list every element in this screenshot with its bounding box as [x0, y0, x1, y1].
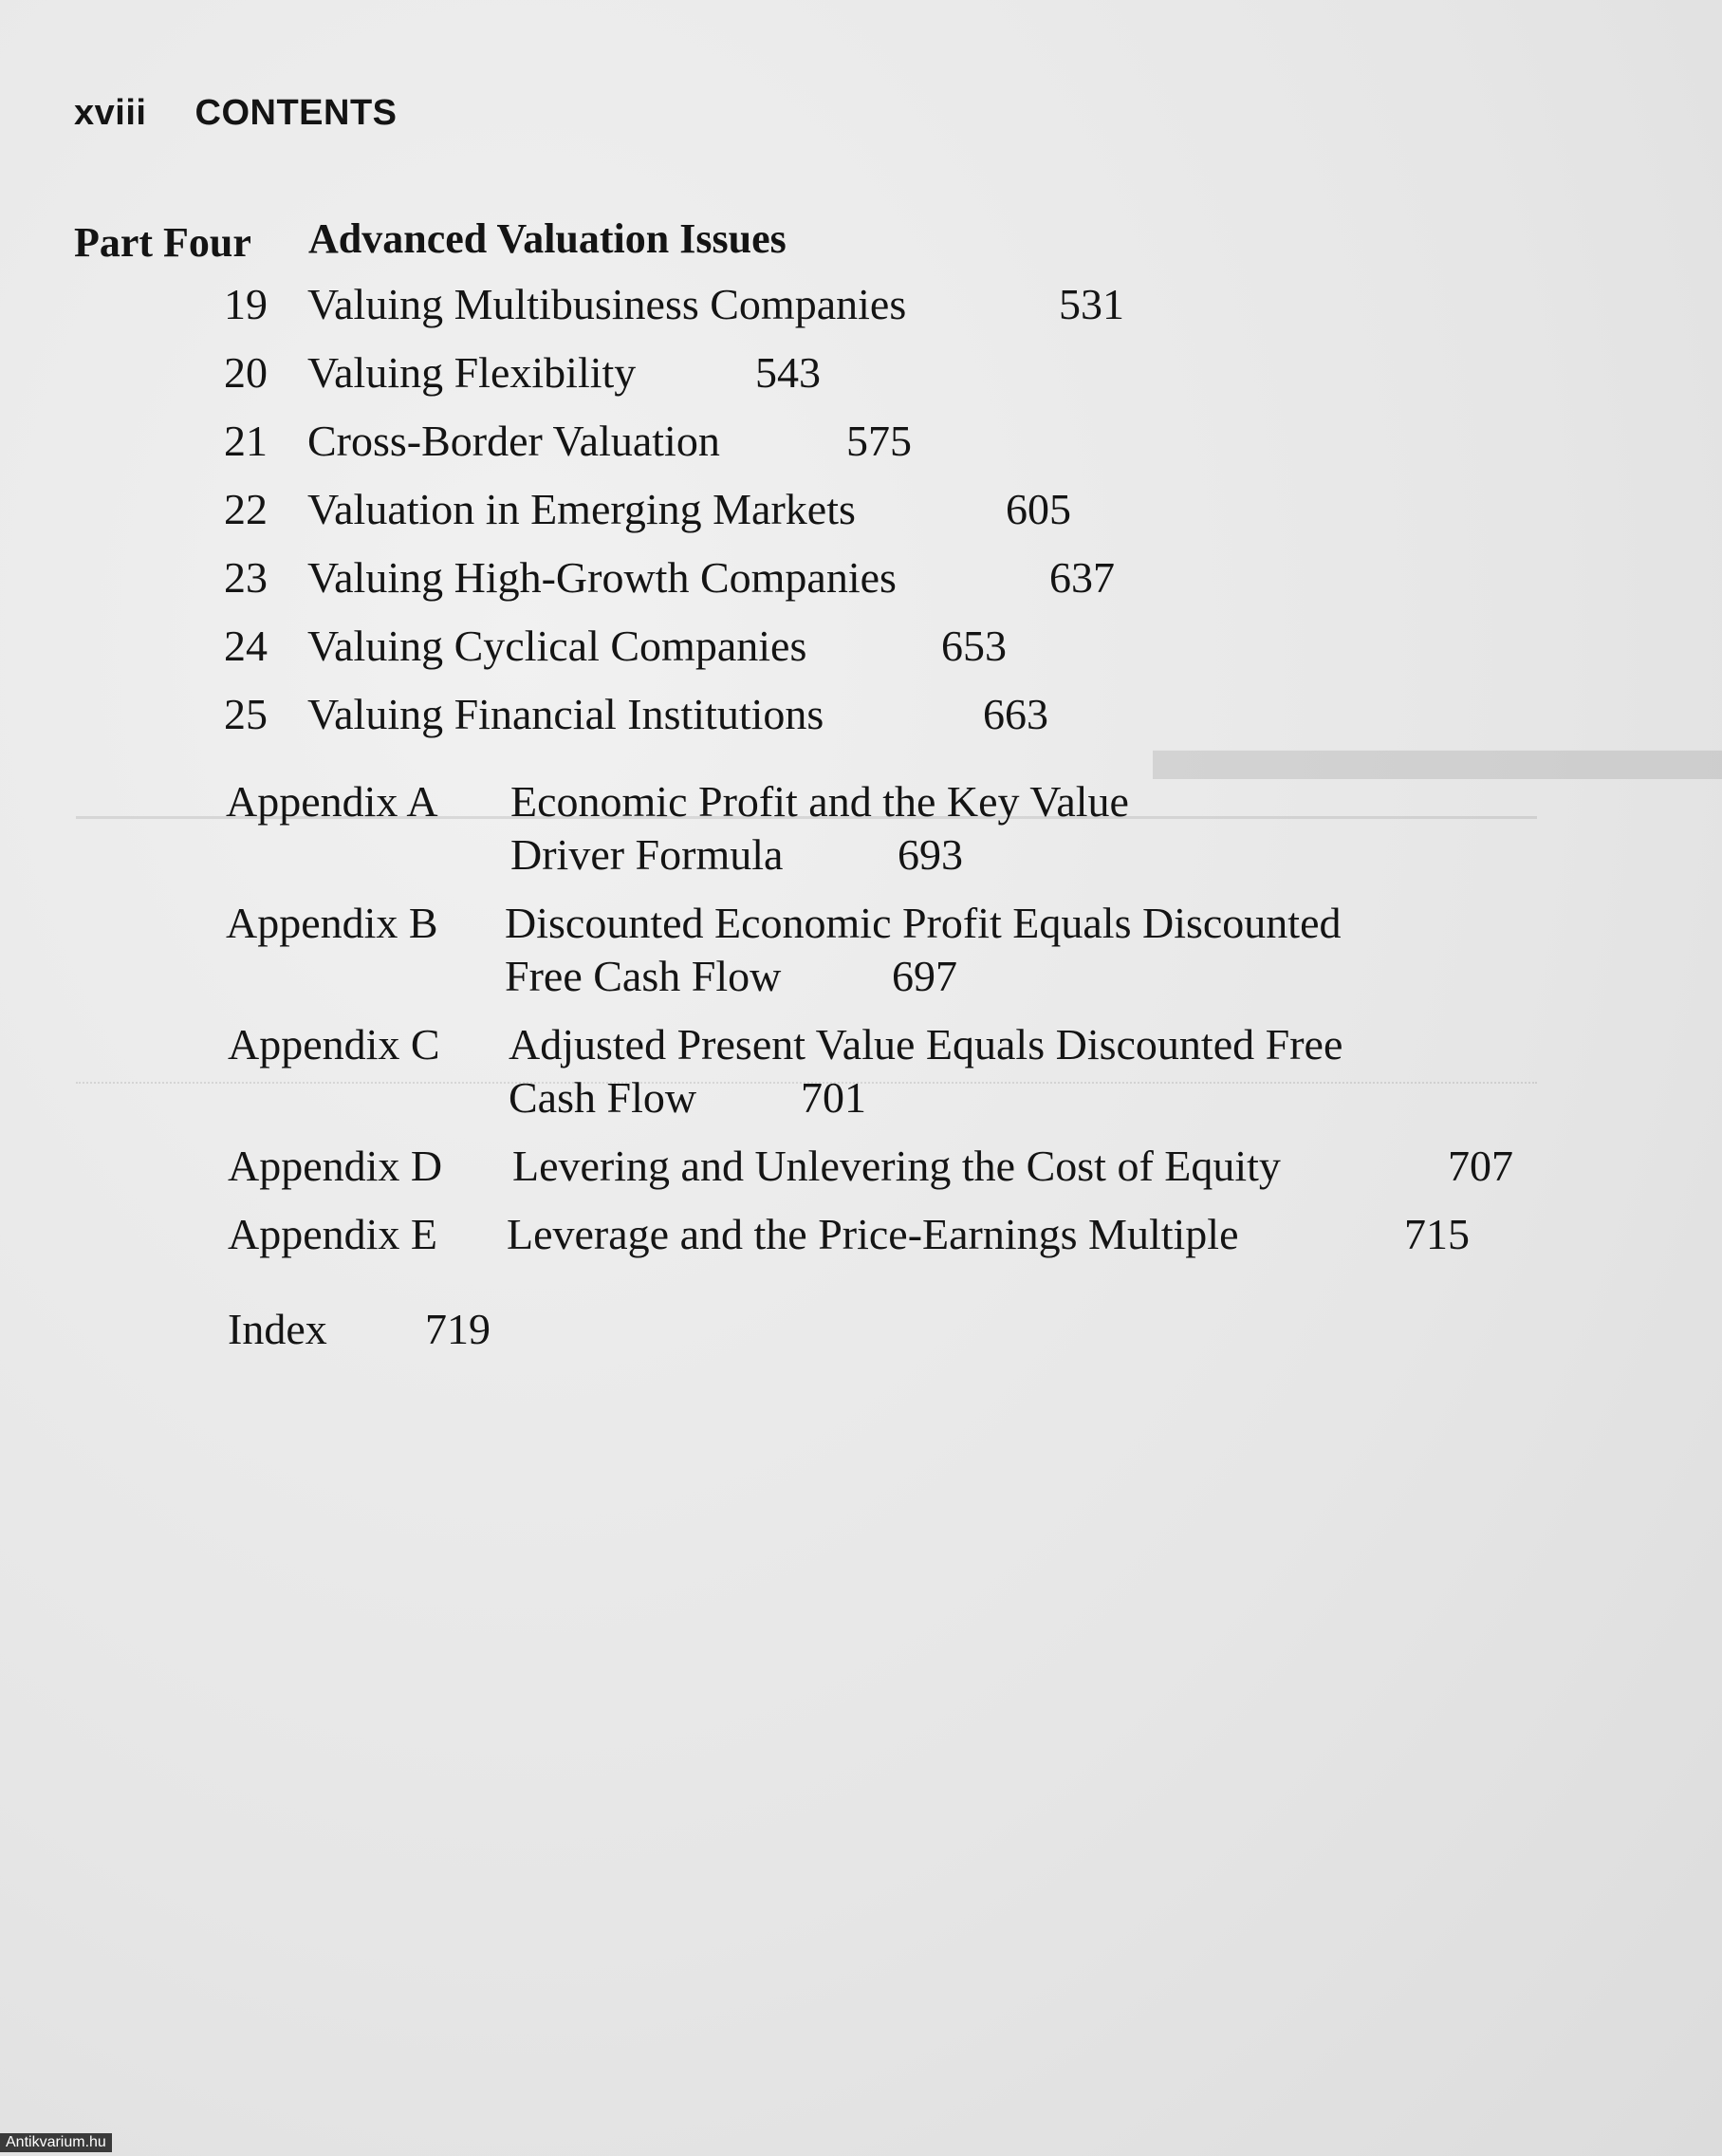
chapter-title: Valuing Flexibility — [307, 348, 637, 397]
chapter-page-number: 637 — [1049, 553, 1115, 602]
chapter-number: 20 — [224, 348, 268, 397]
chapter-number: 21 — [224, 417, 268, 465]
chapter-page-number: 663 — [983, 690, 1048, 738]
appendix-title-line-1: Discounted Economic Profit Equals Discounted — [505, 899, 1342, 947]
chapter-title: Valuation in Emerging Markets — [307, 485, 856, 533]
running-header — [74, 93, 398, 134]
appendix-title-line-1: Leverage and the Price-Earnings Multiple — [507, 1210, 1239, 1258]
appendix-label: Appendix D — [228, 1142, 443, 1190]
chapter-number: 22 — [224, 485, 268, 533]
chapter-number: 25 — [224, 690, 268, 738]
part-title: Advanced Valuation Issues — [308, 215, 787, 262]
appendix-label: Appendix C — [228, 1020, 440, 1069]
chapter-page-number: 543 — [755, 348, 821, 397]
appendix-title-line-2: Cash Flow — [509, 1073, 697, 1122]
chapter-title: Valuing Financial Institutions — [307, 690, 824, 738]
appendix-page-number: 707 — [1448, 1142, 1513, 1190]
part-label: Part Four — [74, 219, 251, 266]
chapter-title: Valuing Cyclical Companies — [307, 622, 807, 670]
chapter-number: 23 — [224, 553, 268, 602]
appendix-page-number: 701 — [801, 1073, 866, 1122]
index-label: Index — [228, 1305, 327, 1353]
site-watermark: Antikvarium.hu — [0, 2133, 112, 2152]
chapter-title: Cross-Border Valuation — [307, 417, 720, 465]
appendix-label: Appendix B — [226, 899, 438, 947]
appendix-page-number: 715 — [1404, 1210, 1470, 1258]
appendix-title-line-2: Free Cash Flow — [505, 952, 782, 1000]
page-folio: xviii — [74, 93, 147, 133]
running-title: CONTENTS — [194, 93, 398, 133]
chapter-page-number: 605 — [1006, 485, 1071, 533]
chapter-number: 19 — [224, 280, 268, 328]
chapter-page-number: 653 — [941, 622, 1007, 670]
appendix-page-number: 697 — [892, 952, 957, 1000]
appendix-title-line-1: Economic Profit and the Key Value — [510, 777, 1129, 826]
chapter-page-number: 575 — [846, 417, 912, 465]
appendix-label: Appendix A — [226, 777, 438, 826]
book-page: ▬▬▬▬▬▬ xviii CONTENTS Part Four Advanced Valuation Issues 19 Valuing Multibusiness Companies 531 20 Valuing Flexibility 543 21 Cross-Border Valuation 575 22 Valuation in Emerging Markets 605 23 Valuing High-Growth Companies 637 24 Valuing Cyclical Companies 653 25 Valuing Financial Institutions 663 Appendix A Economic Profit and the Key Value Driver Formula 693 Appendix B Discounted Economic Profit Equals Discounted Free Cash Flow 697 Appendix C Adjusted Present Value Equals Discounted Free Cash Flow 701 Appendix D Levering and Unlevering the Cost of Equity 707 Appendix E Leverage and the Price-Earnings Multiple 715 Index 719 Antikvarium.hu — [0, 0, 1617, 2156]
appendix-page-number: 693 — [898, 830, 963, 879]
chapter-title: Valuing High-Growth Companies — [307, 553, 897, 602]
appendix-label: Appendix E — [228, 1210, 438, 1258]
appendix-title-line-2: Driver Formula — [510, 830, 784, 879]
chapter-title: Valuing Multibusiness Companies — [307, 280, 907, 328]
index-page-number: 719 — [425, 1305, 491, 1353]
chapter-number: 24 — [224, 622, 268, 670]
appendix-title-line-1: Levering and Unlevering the Cost of Equity — [512, 1142, 1281, 1190]
chapter-page-number: 531 — [1059, 280, 1124, 328]
appendix-title-line-1: Adjusted Present Value Equals Discounted Free — [509, 1020, 1343, 1069]
